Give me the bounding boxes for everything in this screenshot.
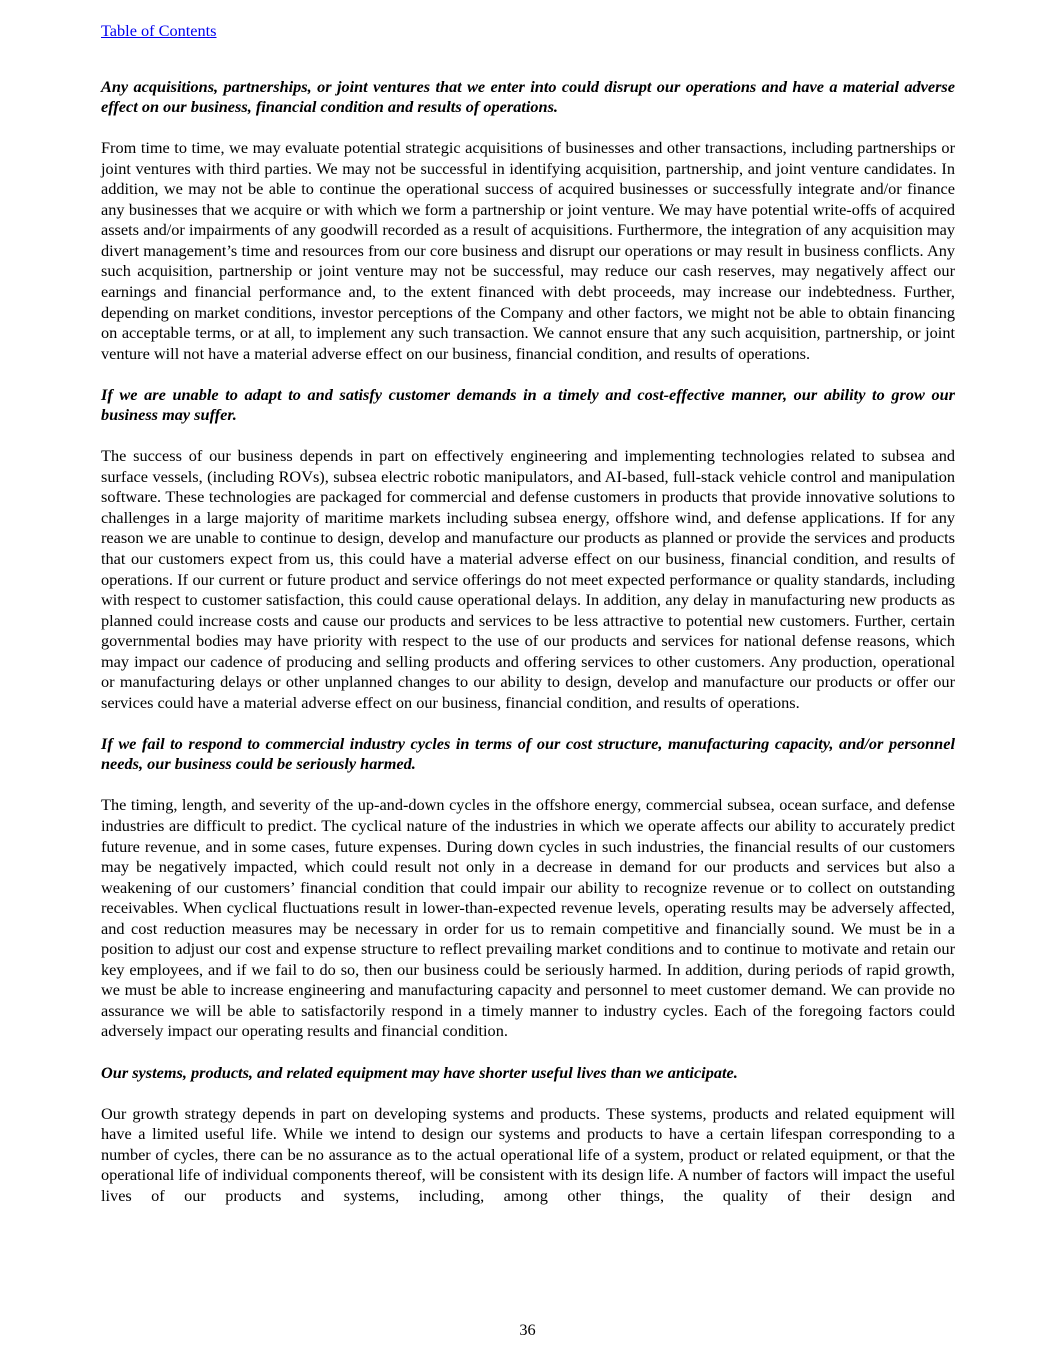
risk-factor-section-customer-demands (101, 385, 955, 714)
risk-paragraph: Our growth strategy depends in part on developing systems and products. These systems, products and related equipment will have a limited useful life. While we intend to design our systems and products to have a certain lifespan corresponding to a number of cycles, there can be no assurance as to the actual operational life of a system, product or related equipment, or that the operational life of individual components thereof, will be consistent with its design life. A number of factors will impact the useful lives of our products and systems, including, among other things, the quality of their design and (101, 1103, 955, 1205)
risk-paragraph: From time to time, we may evaluate potential strategic acquisitions of businesses and other transactions, including partnerships or joint ventures with third parties. We may not be successful in identifying acquisition, partnership, and joint venture candidates. In addition, we may not be able to continue the operational success of acquired businesses or successfully integrate and/or finance any businesses that we acquire or with which we form a partnership or joint venture. We may have potential write-offs of acquired assets and/or impairments of any goodwill recorded as a result of acquisitions. Furthermore, the integration of any acquisition may divert management’s time and resources from our core business and disrupt our operations or may result in business conflicts. Any such acquisition, partnership or joint venture may not be successful, may reduce our cash reserves, may negatively affect our earnings and financial performance and, to the extent financed with debt proceeds, may increase our indebtedness. Further, depending on market conditions, investor perceptions of the Company and other factors, we might not be able to obtain financing on acceptable terms, or at all, to implement any such transaction. We cannot ensure that any such acquisition, partnership, or joint venture will not have a material adverse effect on our business, financial condition, and results of operations. (101, 138, 955, 363)
risk-paragraph: The timing, length, and severity of the up-and-down cycles in the offshore energy, commercial subsea, ocean surface, and defense industries are difficult to predict. The cyclical nature of the industries in which we operate affects our ability to accurately predict future revenue, and in some cases, future expenses. During down cycles in such industries, the financial results of our customers may be negatively impacted, which could result not only in a decrease in demand for our products and services but also a weakening of our customers’ financial condition that could impair our ability to recognize revenue or to collect on outstanding receivables. When cyclical fluctuations result in lower-than-expected revenue levels, operating results may be adversely affected, and cost reduction measures may be necessary in order for us to remain competitive and financially sound. We must be in a position to adjust our cost and expense structure to reflect prevailing market conditions and to continue to motivate and retain our key employees, and if we fail to do so, then our business could be seriously harmed. In addition, during periods of rapid growth, we must be able to increase engineering and manufacturing capacity and personnel to meet customer demand. We can provide no assurance we will be able to satisfactorily respond in a timely manner to industry cycles. Each of the foregoing factors could adversely impact our operating results and financial condition. (101, 795, 955, 1041)
page-number: 36 (519, 1320, 536, 1340)
risk-heading: If we are unable to adapt to and satisfy customer demands in a timely and cost-effective manner, our ability to grow our business may suffer. (101, 384, 955, 425)
risk-factor-section-industry-cycles (101, 734, 955, 1042)
toc-link-row (101, 21, 955, 42)
risk-heading: If we fail to respond to commercial industry cycles in terms of our cost structure, manufacturing capacity, and/or personnel needs, our business could be seriously harmed. (101, 733, 955, 774)
risk-heading: Our systems, products, and related equipment may have shorter useful lives than we anticipate. (101, 1062, 738, 1082)
table-of-contents-link[interactable]: Table of Contents (101, 21, 217, 40)
risk-paragraph: The success of our business depends in part on effectively engineering and implementing technologies related to subsea and surface vessels, (including ROVs), subsea electric robotic manipulators, and AI-based, full-stack vehicle control and manipulation software. These technologies are packaged for commercial and defense customers in products that provide innovative solutions to challenges in a large majority of maritime markets including subsea energy, offshore wind, and defense applications. If for any reason we are unable to continue to design, develop and manufacture our products as planned or provide the services and products that our customers expect from us, this could have a material adverse effect on our business, financial condition, and results of operations. If our current or future product and service offerings do not meet expected performance or quality standards, including with respect to customer satisfaction, this could cause operational delays. In addition, any delay in manufacturing new products as planned could increase costs and cause our products and services to be less attractive to potential new customers. Further, certain governmental bodies may have priority with respect to the use of our products and services for national defense reasons, which may impact our cadence of producing and selling products and offering services to other customers. Any production, operational or manufacturing delays or other unplanned changes to our ability to design, develop and manufacture our products or offer our services could have a material adverse effect on our business, financial condition, and results of operations. (101, 446, 955, 712)
risk-heading: Any acquisitions, partnerships, or joint ventures that we enter into could disrupt our operations and have a material adverse effect on our business, financial condition and results of operations. (101, 76, 955, 117)
risk-factor-section-acquisitions (101, 77, 955, 365)
risk-factor-section-useful-lives (101, 1063, 955, 1207)
